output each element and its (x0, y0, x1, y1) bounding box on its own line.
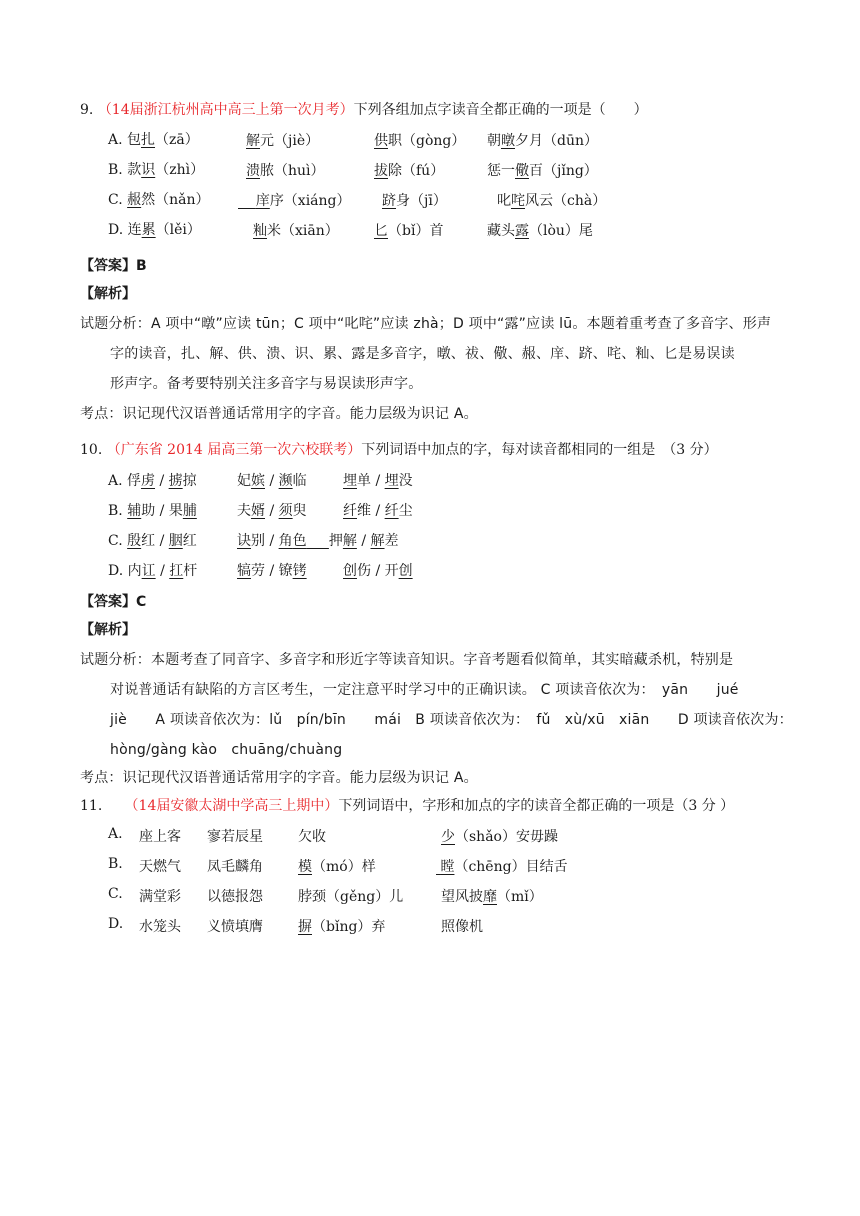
q9-stem: 下列各组加点字读音全都正确的一项是（ ） (353, 102, 648, 118)
q10-d-3: 创伤 / 开创 (343, 563, 413, 579)
q11-d-w2: 义愤填膺 (207, 919, 263, 935)
q9-option-c: C. 赧然（nǎn） (108, 192, 210, 208)
q11-b-w1: 天燃气 (139, 859, 181, 875)
q9-d-4: 藏头露（lòu）尾 (487, 223, 593, 239)
q11-header (80, 796, 734, 816)
q9-c-4: 叱咤风云（chà） (497, 193, 607, 209)
q11-a-w1: 座上客 (139, 829, 181, 845)
q11-d-w3: 摒（bǐng）弃 (298, 919, 386, 935)
q10-a-1: A. 俘虏 / 掳掠 (108, 473, 197, 489)
q9-option-b: B. 款识（zhì） (108, 162, 205, 178)
q10-source: （广东省 2014 届高三第一次六校联考） (106, 442, 362, 458)
q11-a-w4: 少（shǎo）安毋躁 (441, 829, 558, 845)
q9-source: （14届浙江杭州高中高三上第一次月考） (97, 102, 354, 118)
q10-a-2: 妃嫔 / 濒临 (237, 473, 307, 489)
q10-a-3: 埋单 / 埋没 (343, 473, 413, 489)
q9-point: 考点：识记现代汉语普通话常用字的字音。能力层级为识记 A。 (80, 406, 478, 422)
q10-d-1: D. 内讧 / 扛杆 (108, 563, 198, 579)
q9-analysis-3: 形声字。备考要特别关注多音字与易误读形声字。 (110, 376, 423, 392)
q10-c-2: 诀别 / 角色 押解 / 解差 (237, 533, 399, 549)
q10-analysis-4: hòng/gàng kào chuāng/chuàng (110, 742, 343, 758)
q9-analysis-1: 试题分析：A 项中“暾”应读 tūn；C 项中“叱咤”应读 zhà；D 项中“露”应读 lū。本题着重考查了多音字、形声 (80, 316, 772, 332)
q9-option-d: D. 连累（lěi） (108, 222, 201, 238)
q10-c-1: C. 殷红 / 胭红 (108, 533, 197, 549)
q11-c-w4: 望风披靡（mǐ） (441, 889, 543, 905)
q10-header (80, 440, 718, 460)
q9-b-4: 惩一儆百（jǐng） (487, 163, 598, 179)
q9-c-3: 跻身（jī） (382, 193, 447, 209)
q11-b-w2: 凤毛麟角 (207, 859, 263, 875)
q10-analysis-3: jiè A 项读音依次为：lǔ pín/bīn mái B 项读音依次为： fǔ xù/xū xiān D 项读音依次为： (110, 712, 793, 728)
q11-number: 11. (80, 798, 103, 814)
q11-a-label: A. (108, 826, 123, 842)
q11-source: （14届安徽太湖中学高三上期中） (124, 798, 339, 814)
q10-analysis-2: 对说普通话有缺陷的方言区考生，一定注意平时学习中的正确识读。 C 项读音依次为： yān jué (110, 682, 739, 698)
q9-a-3: 供职（gòng） (374, 133, 466, 149)
q11-c-w1: 满堂彩 (139, 889, 181, 905)
q9-analysis-label: 【解析】 (80, 286, 136, 302)
q10-stem: 下列词语中加点的字，每对读音都相同的一组是 （3 分） (361, 442, 718, 458)
q10-d-2: 犒劳 / 镣铐 (237, 563, 307, 579)
q9-option-a: A. 包扎（zā） (108, 132, 199, 148)
q9-c-2: 庠序（xiáng） (255, 193, 351, 209)
q11-b-w4: 瞠（chēng）目结舌 (440, 859, 568, 875)
q9-b-2: 溃脓（huì） (246, 163, 325, 179)
q9-b-3: 拔除（fú） (374, 163, 445, 179)
q9-d-3: 匕（bǐ）首 (374, 223, 444, 239)
q11-b-w3: 模（mó）样 (298, 859, 376, 875)
q9-d-2: 籼米（xiān） (253, 223, 339, 239)
q10-analysis-label: 【解析】 (80, 622, 136, 638)
q11-d-w4: 照像机 (441, 919, 483, 935)
q9-number: 9. (80, 102, 94, 118)
q10-b-2: 夫婿 / 须臾 (237, 503, 307, 519)
q10-b-3: 纤维 / 纤尘 (343, 503, 413, 519)
q11-b-label: B. (108, 856, 123, 872)
q11-a-w2: 寥若辰星 (207, 829, 263, 845)
q11-c-label: C. (108, 886, 123, 902)
q11-c-w3: 脖颈（gěng）儿 (298, 889, 404, 905)
q11-d-w1: 水笼头 (139, 919, 181, 935)
q9-header (80, 100, 648, 120)
q9-a-2: 解元（jiè） (246, 133, 320, 149)
q11-stem: 下列词语中，字形和加点的字的读音全都正确的一项是（3 分 ） (338, 798, 735, 814)
q9-a-4: 朝暾夕月（dūn） (487, 133, 598, 149)
q9-analysis-2: 字的读音，扎、解、供、溃、识、累、露是多音字，暾、祓、儆、赧、庠、跻、咤、籼、匕是易误读 (110, 346, 735, 362)
q10-point: 考点：识记现代汉语普通话常用字的字音。能力层级为识记 A。 (80, 770, 478, 786)
q10-answer: 【答案】C (80, 594, 147, 610)
q10-number: 10. (80, 442, 103, 458)
q9-answer: 【答案】B (80, 258, 147, 274)
q11-d-label: D. (108, 916, 124, 932)
q10-analysis-1: 试题分析：本题考查了同音字、多音字和形近字等读音知识。字音考题看似简单，其实暗藏杀机，特别是 (80, 652, 734, 668)
q11-a-w3: 欠收 (298, 829, 326, 845)
q10-b-1: B. 辅助 / 果脯 (108, 503, 197, 519)
q11-c-w2: 以德报怨 (207, 889, 263, 905)
